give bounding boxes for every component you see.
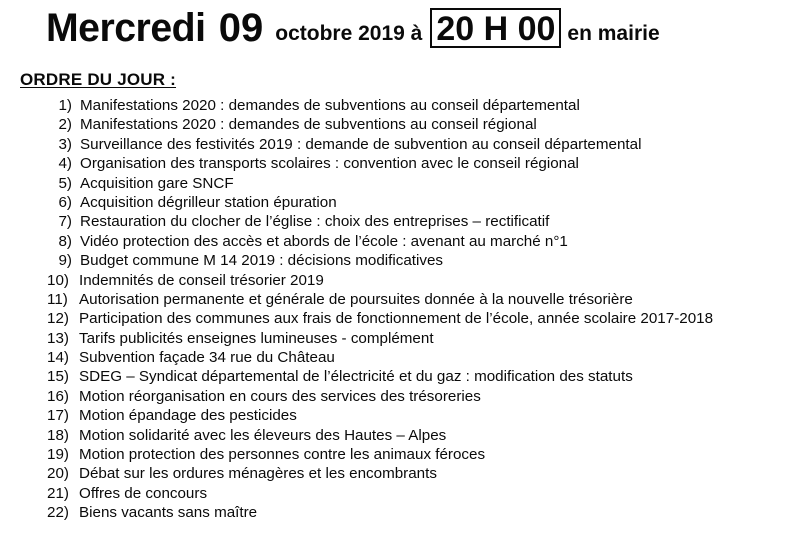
agenda-item-number: 3) [58, 135, 72, 153]
meeting-date: 09 [218, 6, 264, 50]
agenda-item-number: 14) [47, 349, 69, 367]
agenda-item-number: 16) [47, 387, 69, 405]
agenda-item-number: 19) [47, 446, 69, 464]
meeting-day: Mercredi [46, 6, 206, 50]
agenda-item-number: 1) [58, 97, 72, 114]
agenda-item-text: Participation des communes aux frais de fonctionnement de l’école, année scolaire 2017-2018 [79, 310, 714, 328]
agenda-item-number: 15) [47, 368, 69, 386]
agenda-item-text: Biens vacants sans maître [79, 504, 258, 522]
agenda-item-number: 10) [47, 271, 69, 289]
agenda-item-number: 21) [47, 484, 69, 502]
agenda-item-number: 18) [47, 426, 69, 444]
agenda-item-number: 9) [58, 252, 72, 270]
agenda-item-text: SDEG – Syndicat départemental de l’électricité et du gaz : modification des statuts [79, 368, 633, 386]
agenda-item-number: 4) [58, 155, 72, 173]
agenda-item-text: Manifestations 2020 : demandes de subventions au conseil départemental [80, 97, 580, 114]
agenda-item-number: 6) [58, 193, 72, 211]
agenda-item-text: Acquisition gare SNCF [80, 174, 234, 192]
agenda-item-text: Organisation des transports scolaires : convention avec le conseil régional [80, 155, 579, 173]
meeting-month-year: octobre 2019 à [275, 22, 423, 45]
agenda-item-text: Vidéo protection des accès et abords de l’école : avenant au marché n°1 [80, 232, 568, 250]
agenda-item-text: Indemnités de conseil trésorier 2019 [79, 271, 324, 289]
agenda-item-text: Surveillance des festivités 2019 : demande de subvention au conseil départemental [80, 135, 642, 153]
agenda-item-number: 5) [58, 174, 72, 192]
meeting-header [46, 6, 660, 50]
agenda-item-number: 8) [58, 232, 72, 250]
agenda-item-number: 11) [47, 290, 68, 308]
agenda-item-number: 7) [58, 213, 72, 231]
agenda-item-text: Subvention façade 34 rue du Château [79, 349, 335, 367]
agenda-item-number: 12) [47, 310, 69, 328]
agenda-item-text: Acquisition dégrilleur station épuration [80, 193, 337, 211]
agenda-item-text: Budget commune M 14 2019 : décisions modificatives [80, 252, 444, 270]
agenda-item-text: Manifestations 2020 : demandes de subventions au conseil régional [80, 116, 537, 134]
meeting-place: en mairie [567, 22, 660, 45]
agenda-item-text: Débat sur les ordures ménagères et les encombrants [79, 465, 437, 483]
agenda-item-number: 13) [47, 329, 69, 347]
agenda-item-number: 20) [47, 465, 69, 483]
agenda-item-text: Motion solidarité avec les éleveurs des Hautes – Alpes [79, 426, 447, 444]
agenda-item-text: Autorisation permanente et générale de poursuites donnée à la nouvelle trésorière [79, 290, 633, 308]
agenda-item-number: 22) [47, 504, 69, 522]
meeting-time: 20 H 00 [430, 8, 561, 48]
agenda-item-text: Motion protection des personnes contre les animaux féroces [79, 446, 486, 464]
agenda-item-text: Offres de concours [79, 484, 208, 502]
agenda-title: ORDRE DU JOUR : [20, 70, 177, 89]
agenda-item-text: Motion réorganisation en cours des services des trésoreries [79, 387, 481, 405]
agenda-item-text: Tarifs publicités enseignes lumineuses - complément [79, 329, 434, 347]
agenda-item-text: Motion épandage des pesticides [79, 407, 297, 425]
agenda-item-number: 2) [58, 116, 72, 134]
agenda-item-text: Restauration du clocher de l’église : choix des entreprises – rectificatif [80, 213, 550, 231]
agenda-item-number: 17) [47, 407, 69, 425]
